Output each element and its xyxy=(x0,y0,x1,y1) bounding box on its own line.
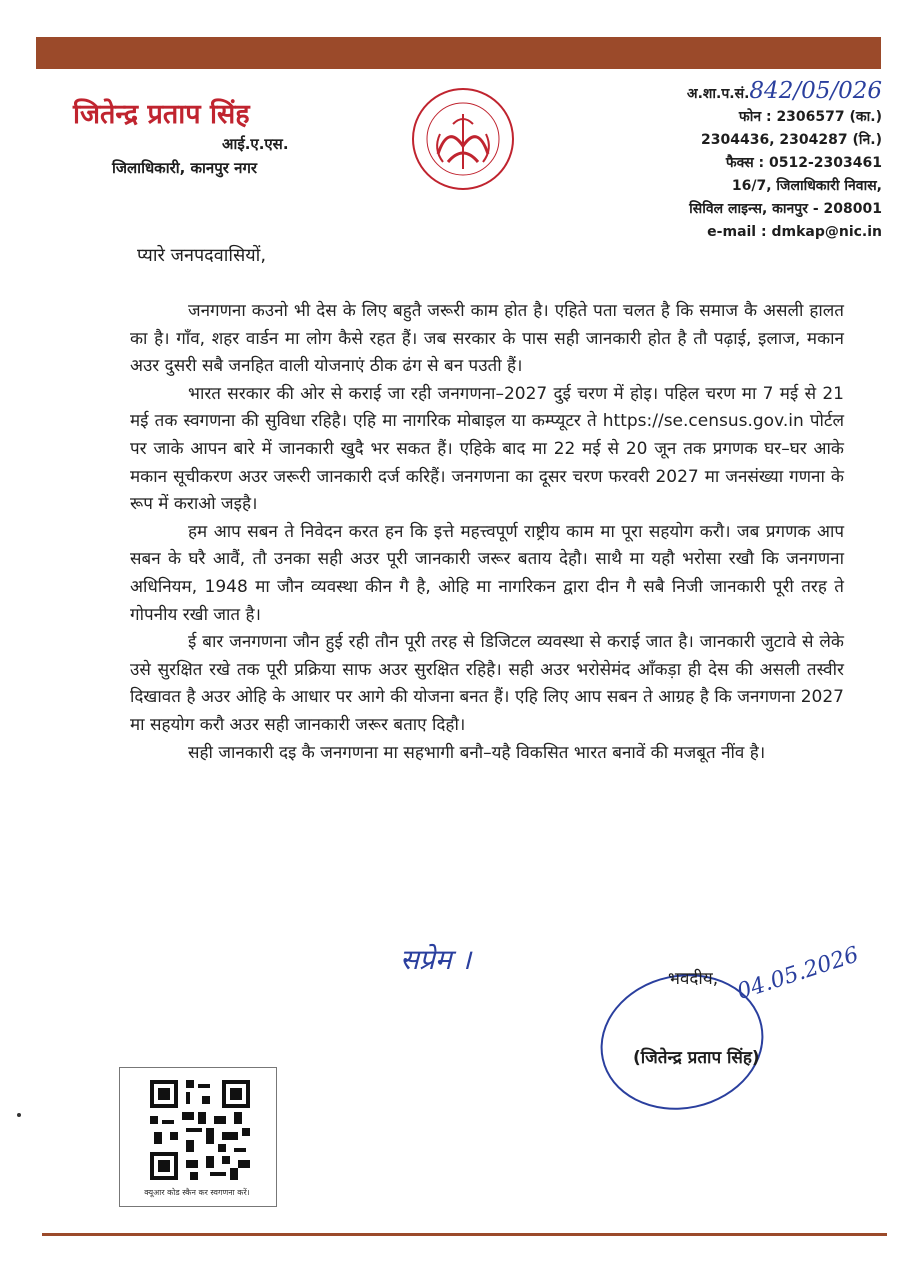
paragraph-5: सही जानकारी दइ कै जनगणना मा सहभागी बनौ–यहै विकसित भारत बनावें की मजबूत नींव है। xyxy=(188,742,766,763)
paragraph-3: हम आप सबन ते निवेदन करत हन कि इत्ते महत्त्वपूर्ण राष्ट्रीय काम मा पूरा सहयोग करौ। जब प्रगणक आप सबन के घरै आवैं, तौ उनका सही अउर पूरी जानकारी जरूर बताय देहौ। साथै मा यहौ भरोसा रखौ कि जनगणना अधिनियम, 1948 मा जौन व्यवस्था कीन गै है, ओहि मा नागरिकन द्वारा दीन गै सबै निजी जानकारी पूरी तरह ते गोपनीय रखी जात है। xyxy=(130,521,844,625)
contact-phone-residence: 2304436, 2304287 (नि.) xyxy=(701,132,882,148)
contact-fax: फैक्स : 0512-2303461 xyxy=(725,155,882,171)
handwritten-closing: सप्रेम । xyxy=(400,943,472,976)
paragraph-1: जनगणना कउनो भी देस के लिए बहुतै जरूरी काम होत है। एहिते पता चलत है कि समाज कै असली हालत का है। गाँव, शहर वार्डन मा लोग कैसे रहत हैं। जब सरकार के पास सही जानकारी होत है तौ पढ़ाई, इलाज, मकान अउर दुसरी सबै जनहित वाली योजनाएं ठीक ढंग से बन पउती हैं। xyxy=(130,301,844,377)
regards-text: भवदीय, xyxy=(668,969,719,989)
contact-phone-office: फोन : 2306577 (का.) xyxy=(738,109,882,125)
reference-label: अ.शा.प.सं. xyxy=(686,86,750,102)
contact-email: e-mail : dmkap@nic.in xyxy=(707,224,882,240)
letter-body xyxy=(130,298,844,767)
officer-name: जितेन्द्र प्रताप सिंह xyxy=(73,99,250,130)
letterhead-top-band xyxy=(36,37,881,69)
qr-code-icon xyxy=(150,1080,250,1180)
scan-speck xyxy=(17,1113,21,1117)
salutation: प्यारे जनपदवासियों, xyxy=(137,245,267,266)
reference-number: 842/05/026 xyxy=(749,78,882,104)
reference-line xyxy=(687,80,882,106)
contact-address-line-1: 16/7, जिलाधिकारी निवास, xyxy=(731,178,882,194)
officer-designation: जिलाधिकारी, कानपुर नगर xyxy=(112,159,258,177)
up-government-emblem-icon xyxy=(408,84,518,194)
officer-service: आई.ए.एस. xyxy=(222,135,289,153)
letterhead-bottom-rule xyxy=(42,1233,887,1236)
contact-address-line-2: सिविल लाइन्स, कानपुर - 208001 xyxy=(689,201,882,217)
contact-block xyxy=(687,80,882,244)
qr-caption: क्यूआर कोड स्कैन कर स्वगणना करें। xyxy=(144,1188,250,1197)
signatory-name: (जितेन्द्र प्रताप सिंह) xyxy=(633,1048,760,1068)
signature-date: 04.05.2026 xyxy=(734,942,862,1005)
paragraph-4: ई बार जनगणना जौन हुई रही तौन पूरी तरह से डिजिटल व्यवस्था से कराई जात है। जानकारी जुटावे से लेके उसे सुरक्षित रखे तक पूरी प्रक्रिया साफ अउर सुरक्षित रहिहै। सही अउर भरोसेमंद आँकड़ा ही देस की असली तस्वीर दिखावत है अउर ओहि के आधार पर आगे की योजना बनत हैं। एहि लिए आप सबन ते आग्रह है कि जनगणना 2027 मा सहयोग करौ अउर सही जानकारी जरूर बताए दिहौ। xyxy=(130,632,844,735)
paragraph-2: भारत सरकार की ओर से कराई जा रही जनगणना–2027 दुई चरण में होइ। पहिल चरण मा 7 मई से 21 मई तक स्वगणना की सुविधा रहिहै। एहि मा नागरिक मोबाइल या कम्प्यूटर ते https://se.census.gov.in पोर्टल पर जाके आपन बारे में जानकारी खुदै भर सकत हैं। एहिके बाद मा 22 मई से 20 जून तक प्रगणक घर–घर आके मकान सूचीकरण अउर जरूरी जानकारी दर्ज करिहैं। जनगणना का दूसर चरण फरवरी 2027 मा जनसंख्या गणना के रूप में कराओ जइहै। xyxy=(130,383,844,515)
